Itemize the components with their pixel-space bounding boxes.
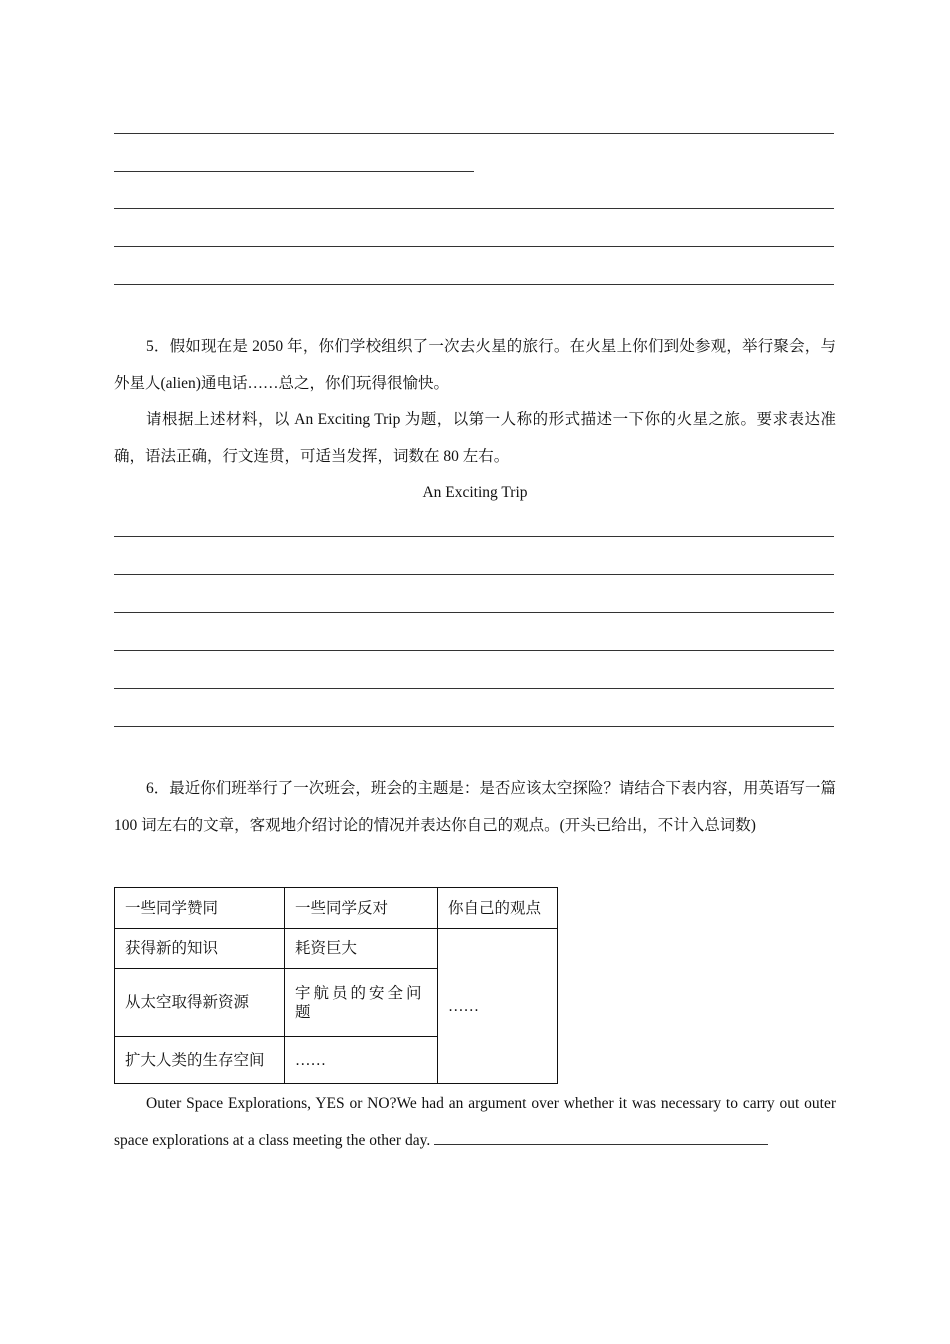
table-row [115,888,558,929]
oppose-cell: 宇航员的安全问题 [285,969,438,1037]
answer-line[interactable] [114,536,834,537]
answer-line[interactable] [114,688,834,689]
q6-opening [114,1085,836,1159]
q5-prompt: 5．假如现在是 2050 年，你们学校组织了一次去火星的旅行。在火星上你们到处参观，举行聚会，与外星人(alien)通电话……总之，你们玩得很愉快。 [114,338,836,392]
oppose-cell: 耗资巨大 [285,929,438,969]
header-oppose: 一些同学反对 [285,888,438,929]
answer-line[interactable] [114,574,834,575]
agree-cell: 扩大人类的生存空间 [115,1037,285,1084]
answer-line[interactable] [114,726,834,727]
answer-line[interactable] [114,284,834,285]
discussion-table [114,887,558,1084]
own-view-cell: …… [438,929,558,1084]
answer-line[interactable] [114,650,834,651]
answer-line[interactable] [114,246,834,247]
header-agree: 一些同学赞同 [115,888,285,929]
agree-cell: 获得新的知识 [115,929,285,969]
q6-opening-text: Outer Space Explorations, YES or NO?We had an argument over whether it was necessary to carry out outer space explorations at a class meeting the other day. [114,1095,836,1149]
header-own-view: 你自己的观点 [438,888,558,929]
q5-essay-title: An Exciting Trip [422,484,528,501]
q5-instructions: 请根据上述材料，以 An Exciting Trip 为题，以第一人称的形式描述一下你的火星之旅。要求表达准确，语法正确，行文连贯，可适当发挥，词数在 80 左右。 [114,411,836,465]
answer-line[interactable] [114,612,834,613]
oppose-cell: …… [285,1037,438,1084]
q6-prompt: 6．最近你们班举行了一次班会，班会的主题是：是否应该太空探险？请结合下表内容，用英语写一篇 100 词左右的文章，客观地介绍讨论的情况并表达你自己的观点。(开头已给出，不计入总词数) [114,780,836,834]
answer-line[interactable] [114,133,834,134]
table-row [115,929,558,969]
answer-line[interactable] [114,208,834,209]
answer-line[interactable] [114,171,474,172]
agree-cell: 从太空取得新资源 [115,969,285,1037]
answer-blank[interactable] [434,1130,768,1145]
